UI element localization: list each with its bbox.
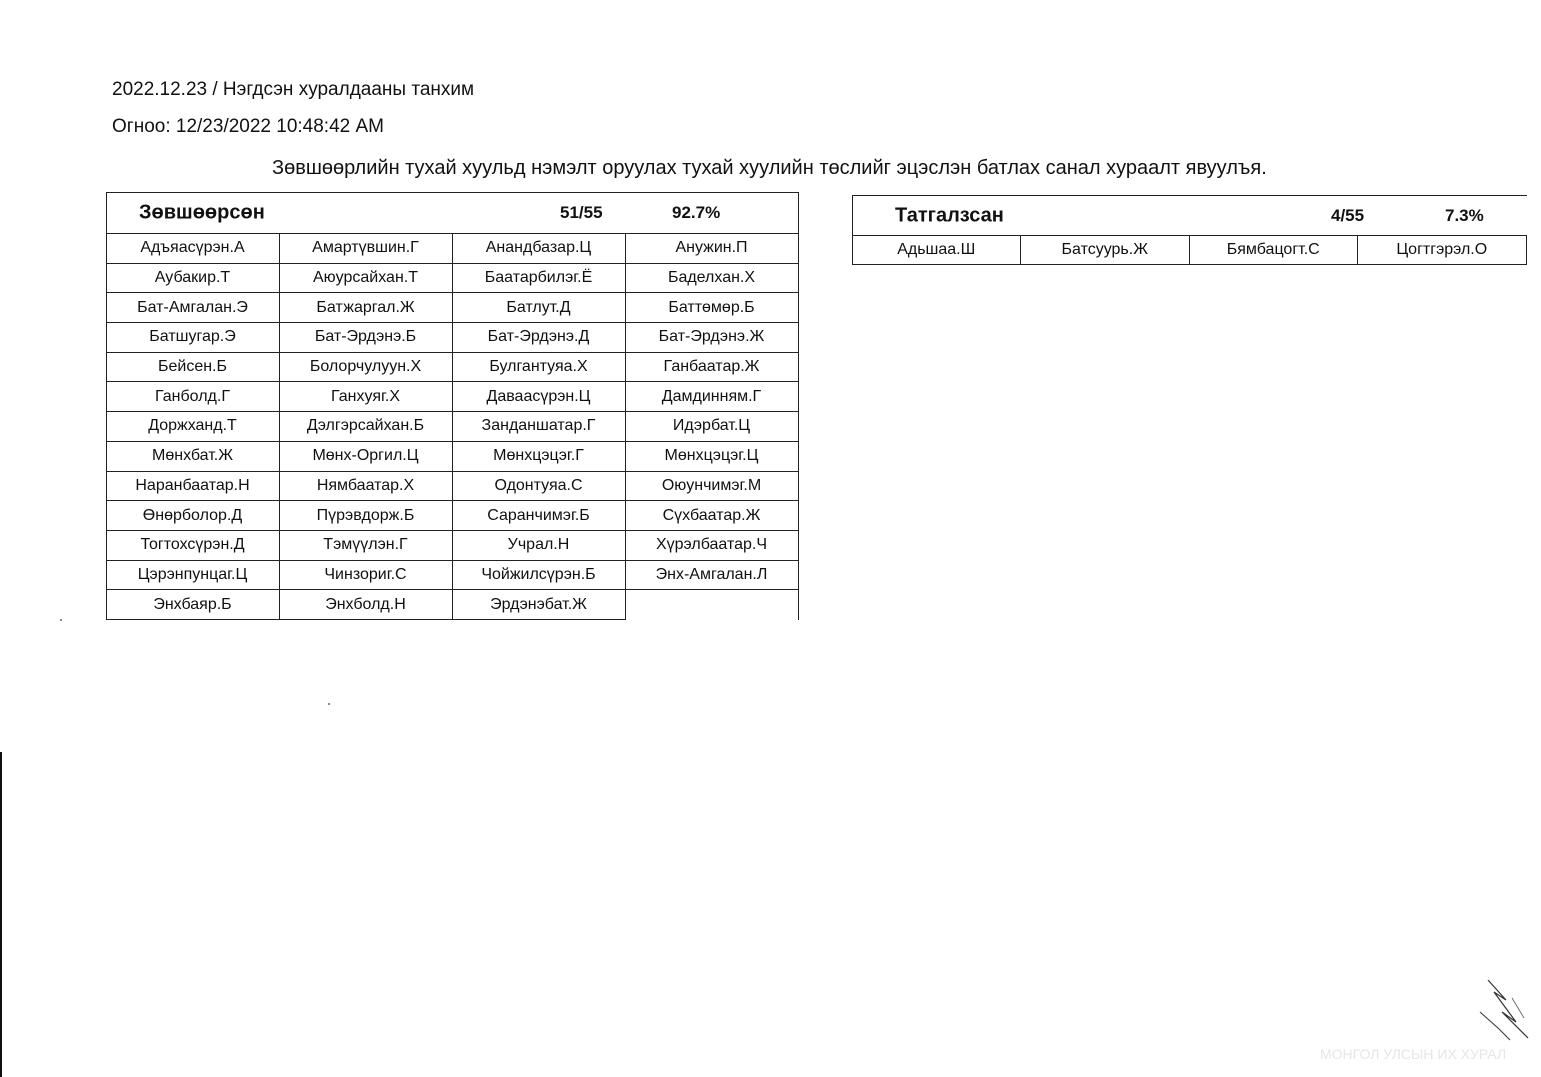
member-name-cell: Мөнхцэцэг.Г <box>452 441 625 471</box>
table-row <box>106 590 798 620</box>
member-name-cell: Аюурсайхан.Т <box>279 263 452 293</box>
member-name-cell: Батлут.Д <box>452 293 625 323</box>
member-name-cell: Бейсен.Б <box>106 352 279 382</box>
table-row <box>106 530 798 560</box>
member-name-cell: Амартүвшин.Г <box>279 234 452 264</box>
table-row <box>106 234 798 264</box>
member-name-cell: Даваасүрэн.Ц <box>452 382 625 412</box>
yes-vote-header <box>107 193 798 234</box>
member-name-cell: Баделхан.Х <box>625 263 798 293</box>
member-name-cell: Өнөрболор.Д <box>106 501 279 531</box>
member-name-cell: Саранчимэг.Б <box>452 501 625 531</box>
member-name-cell: Анандбазар.Ц <box>452 234 625 264</box>
member-name-cell: Хүрэлбаатар.Ч <box>625 530 798 560</box>
member-name-cell: Анужин.П <box>625 234 798 264</box>
member-name-cell: Наранбаатар.Н <box>106 471 279 501</box>
scan-edge-line <box>0 752 2 1077</box>
member-name-cell: Бат-Эрдэнэ.Д <box>452 323 625 353</box>
member-name-cell: Тогтохсүрэн.Д <box>106 530 279 560</box>
member-name-cell: Ганболд.Г <box>106 382 279 412</box>
member-name-cell: Аубакир.Т <box>106 263 279 293</box>
member-name-cell: Нямбаатар.Х <box>279 471 452 501</box>
member-name-cell: Бат-Эрдэнэ.Ж <box>625 323 798 353</box>
no-vote-count: 4/55 <box>1331 205 1365 225</box>
member-name-cell: Энхболд.Н <box>279 590 452 620</box>
table-row <box>106 471 798 501</box>
member-name-cell <box>625 590 798 620</box>
member-name-cell: Чойжилсүрэн.Б <box>452 560 625 590</box>
member-name-cell: Ганбаатар.Ж <box>625 352 798 382</box>
member-name-cell: Идэрбат.Ц <box>625 412 798 442</box>
table-row <box>106 501 798 531</box>
member-name-cell: Дамдинням.Г <box>625 382 798 412</box>
table-row <box>106 323 798 353</box>
table-row <box>106 352 798 382</box>
session-line: 2022.12.23 / Нэгдсэн хуралдааны танхим <box>112 79 475 100</box>
table-row <box>106 293 798 323</box>
no-names-table <box>852 235 1527 265</box>
member-name-cell: Дэлгэрсайхан.Б <box>279 412 452 442</box>
member-name-cell: Адъяасүрэн.А <box>106 234 279 264</box>
table-row <box>106 560 798 590</box>
member-name-cell: Батсуурь.Ж <box>1021 236 1190 265</box>
timestamp-line: Огноо: 12/23/2022 10:48:42 AM <box>112 116 385 137</box>
table-row <box>106 441 798 471</box>
signature-mark <box>1476 978 1532 1042</box>
member-name-cell: Чинзориг.С <box>279 560 452 590</box>
table-row <box>106 382 798 412</box>
yes-vote-title: Зөвшөөрсөн <box>139 201 265 224</box>
member-name-cell: Болорчулуун.Х <box>279 352 452 382</box>
table-row <box>852 236 1526 265</box>
member-name-cell: Батжаргал.Ж <box>279 293 452 323</box>
member-name-cell: Цогтгэрэл.О <box>1358 236 1527 265</box>
yes-vote-block <box>106 192 799 620</box>
member-name-cell: Мөнхбат.Ж <box>106 441 279 471</box>
no-vote-header <box>853 196 1527 236</box>
yes-vote-count: 51/55 <box>560 203 603 222</box>
motion-title: Зөвшөөрлийн тухай хуульд нэмэлт оруулах тухай хуулийн төслийг эцэслэн батлах санал хураалт явуулъя. <box>272 157 1267 179</box>
member-name-cell: Одонтуяа.С <box>452 471 625 501</box>
member-name-cell: Баттөмөр.Б <box>625 293 798 323</box>
member-name-cell: Оюунчимэг.М <box>625 471 798 501</box>
member-name-cell: Бямбацогт.С <box>1189 236 1358 265</box>
member-name-cell: Ганхуяг.Х <box>279 382 452 412</box>
member-name-cell: Пүрэвдорж.Б <box>279 501 452 531</box>
no-vote-percent: 7.3% <box>1445 205 1484 225</box>
member-name-cell: Булгантуяа.Х <box>452 352 625 382</box>
member-name-cell: Учрал.Н <box>452 530 625 560</box>
member-name-cell: Мөнхцэцэг.Ц <box>625 441 798 471</box>
table-row <box>106 263 798 293</box>
member-name-cell: Доржханд.Т <box>106 412 279 442</box>
member-name-cell: Занданшатар.Г <box>452 412 625 442</box>
member-name-cell: Мөнх-Оргил.Ц <box>279 441 452 471</box>
table-row <box>106 412 798 442</box>
scan-speck <box>328 703 330 705</box>
member-name-cell: Эрдэнэбат.Ж <box>452 590 625 620</box>
member-name-cell: Энхбаяр.Б <box>106 590 279 620</box>
member-name-cell: Тэмүүлэн.Г <box>279 530 452 560</box>
member-name-cell: Энх-Амгалан.Л <box>625 560 798 590</box>
scan-speck <box>60 619 62 621</box>
yes-vote-percent: 92.7% <box>672 203 721 222</box>
member-name-cell: Цэрэнпунцаг.Ц <box>106 560 279 590</box>
no-vote-block <box>852 195 1527 265</box>
parliament-watermark: МОНГОЛ УЛСЫН ИХ ХУРАЛ <box>1320 1046 1507 1062</box>
no-vote-title: Татгалзсан <box>895 204 1004 226</box>
member-name-cell: Адьшаа.Ш <box>852 236 1021 265</box>
member-name-cell: Баатарбилэг.Ё <box>452 263 625 293</box>
member-name-cell: Бат-Эрдэнэ.Б <box>279 323 452 353</box>
yes-names-table <box>106 233 799 620</box>
member-name-cell: Бат-Амгалан.Э <box>106 293 279 323</box>
member-name-cell: Сүхбаатар.Ж <box>625 501 798 531</box>
member-name-cell: Батшугар.Э <box>106 323 279 353</box>
